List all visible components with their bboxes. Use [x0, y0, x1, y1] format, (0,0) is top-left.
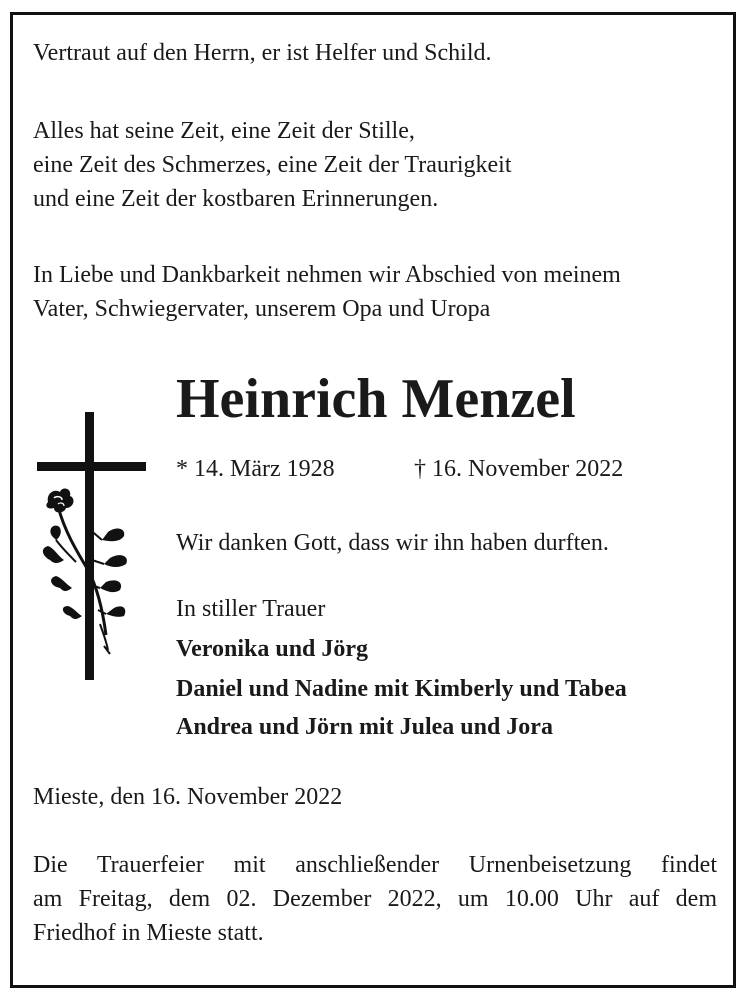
place-date: Mieste, den 16. November 2022 [33, 784, 343, 810]
intro-line: Vater, Schwiegervater, unserem Opa und Uropa [33, 296, 491, 322]
ceremony-line: am Freitag, dem 02. Dezember 2022, um 10.00 Uhr auf dem [33, 886, 717, 912]
cross-with-rose-icon [36, 410, 148, 682]
death-date: † 16. November 2022 [414, 456, 624, 482]
ceremony-line: Friedhof in Mieste statt. [33, 920, 264, 946]
intro-line: In Liebe und Dankbarkeit nehmen wir Abschied von meinem [33, 262, 621, 288]
poem-line: eine Zeit des Schmerzes, eine Zeit der Traurigkeit [33, 152, 512, 178]
farewell-intro [33, 258, 717, 326]
poem-line: und eine Zeit der kostbaren Erinnerungen. [33, 186, 439, 212]
mourner-line: Veronika und Jörg [176, 636, 369, 662]
poem-line: Alles hat seine Zeit, eine Zeit der Stille, [33, 118, 415, 144]
bible-verse: Vertraut auf den Herrn, er ist Helfer und Schild. [33, 40, 492, 66]
deceased-name: Heinrich Menzel [176, 368, 576, 430]
mourner-line: Daniel und Nadine mit Kimberly und Tabea [176, 676, 627, 702]
ceremony-line: Die Trauerfeier mit anschließender Urnenbeisetzung findet [33, 852, 717, 878]
mourner-line: Andrea und Jörn mit Julea und Jora [176, 714, 553, 740]
poem [33, 114, 717, 216]
birth-date: * 14. März 1928 [176, 456, 335, 482]
ceremony-info [33, 848, 717, 950]
mourning-intro: In stiller Trauer [176, 596, 326, 622]
thanks-line: Wir danken Gott, dass wir ihn haben durften. [176, 530, 609, 556]
